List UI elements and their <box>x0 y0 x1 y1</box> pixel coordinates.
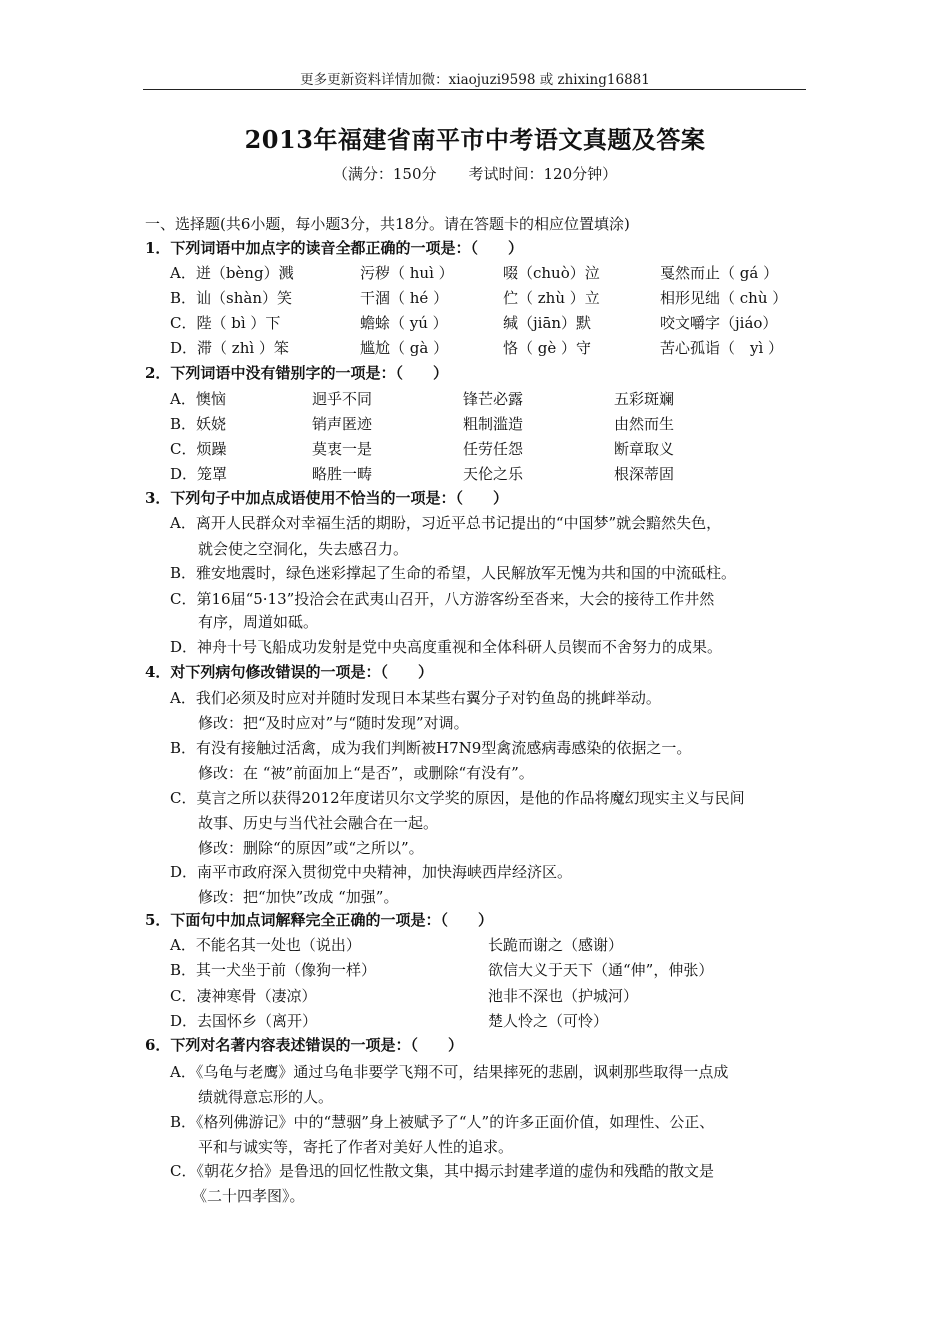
option-a-1: A．懊恼 <box>170 390 226 408</box>
option-c-2: 莫衷一是 <box>312 440 373 458</box>
question-3-option-d: D．神舟十号飞船成功发射是党中央高度重视和全体科研人员锲而不舍努力的成果。 <box>170 638 723 656</box>
option-c-3: 任劳任怨 <box>463 440 524 458</box>
question-6-option-b: B．《格列佛游记》中的“慧骃”身上被赋予了“人”的许多正面价值，如理性、公正、 <box>170 1113 715 1131</box>
question-4-option-d: D．南平市政府深入贯彻党中央精神，加快海峡西岸经济区。 <box>170 863 573 881</box>
option-a-3: 啜（chuò）泣 <box>503 264 600 282</box>
question-5-option-c-2: 池非不深也（护城河） <box>488 987 639 1005</box>
exam-info <box>0 163 950 184</box>
question-3-option-a-cont: 就会使之空洞化，失去感召力。 <box>198 540 409 558</box>
question-3-option-c-cont: 有序，周道如砥。 <box>198 613 319 631</box>
question-1-stem: 1．下列词语中加点字的读音全都正确的一项是：（ ） <box>145 239 523 257</box>
question-5-option-d-2: 楚人怜之（可怜） <box>488 1012 609 1030</box>
question-3-stem: 3．下列句子中加点成语使用不恰当的一项是：（ ） <box>145 489 508 507</box>
option-b-2: 干涸（ hé ） <box>360 289 449 307</box>
option-c-1: C．烦躁 <box>170 440 227 458</box>
question-5-option-b-1: B．其一犬坐于前（像狗一样） <box>170 961 377 979</box>
page-title: 2013年福建省南平市中考语文真题及答案 <box>244 125 706 154</box>
question-5-option-a-2: 长跪而谢之（感谢） <box>488 936 624 954</box>
question-4-option-b-fix: 修改：在 “被”前面加上“是否”，或删除“有没有”。 <box>198 764 534 782</box>
option-c-1: C．陛（ bì ）下 <box>170 314 281 332</box>
question-4-option-c: C．莫言之所以获得2012年度诺贝尔文学奖的原因，是他的作品将魔幻现实主义与民间 <box>170 789 745 807</box>
question-4-option-a-fix: 修改：把“及时应对”与“随时发现”对调。 <box>198 714 469 732</box>
question-5-option-c-1: C．凄神寒骨（凄凉） <box>170 987 317 1005</box>
question-6-stem: 6．下列对名著内容表述错误的一项是：（ ） <box>145 1036 463 1054</box>
option-c-3: 缄（jiān）默 <box>503 314 592 332</box>
option-d-3: 天伦之乐 <box>463 465 524 483</box>
option-d-2: 尴尬（ gà ） <box>360 339 449 357</box>
question-6-option-c: C．《朝花夕拾》是鲁迅的回忆性散文集，其中揭示封建孝道的虚伪和残酷的散文是 <box>170 1162 714 1180</box>
option-d-1: D．滞（ zhì ）笨 <box>170 339 289 357</box>
question-5-option-a-1: A．不能名其一处也（说出） <box>170 936 361 954</box>
option-c-4: 咬文嚼字（jiáo） <box>660 314 778 332</box>
option-c-2: 蟾蜍（ yú ） <box>360 314 448 332</box>
option-c-4: 断章取义 <box>614 440 675 458</box>
option-d-4: 苦心孤诣（ yì ） <box>660 339 784 357</box>
option-a-4: 五彩斑斓 <box>614 390 675 408</box>
option-b-3: 伫（ zhù ）立 <box>503 289 600 307</box>
question-6-option-a: A．《乌龟与老鹰》通过乌龟非要学飞翔不可，结果摔死的悲剧，讽刺那些取得一点成 <box>170 1063 729 1081</box>
question-4-option-d-fix: 修改：把“加快”改成 “加强”。 <box>198 888 399 906</box>
section-heading: 一、选择题(共6小题，每小题3分，共18分。请在答题卡的相应位置填涂) <box>145 215 630 233</box>
question-4-option-c-cont: 故事、历史与当代社会融合在一起。 <box>198 814 439 832</box>
question-6-option-b-cont: 平和与诚实等，寄托了作者对美好人性的追求。 <box>198 1138 514 1156</box>
question-5-option-d-1: D．去国怀乡（离开） <box>170 1012 318 1030</box>
question-4-option-a: A．我们必须及时应对并随时发现日本某些右翼分子对钓鱼岛的挑衅举动。 <box>170 689 661 707</box>
question-6-option-a-cont: 绩就得意忘形的人。 <box>198 1088 334 1106</box>
option-d-4: 根深蒂固 <box>614 465 675 483</box>
option-a-2: 污秽（ huì ） <box>360 264 454 282</box>
question-2-stem: 2．下列词语中没有错别字的一项是：（ ） <box>145 364 448 382</box>
exam-time: 考试时间：120分钟） <box>468 165 618 183</box>
option-a-1: A．迸（bèng）溅 <box>170 264 294 282</box>
question-3-option-c: C．第16届“5·13”投洽会在武夷山召开，八方游客纷至沓来，大会的接待工作井然 <box>170 590 715 608</box>
question-4-option-b: B．有没有接触过活禽，成为我们判断被H7N9型禽流感病毒感染的依据之一。 <box>170 739 692 757</box>
option-b-1: B．妖娆 <box>170 415 227 433</box>
option-a-2: 迥乎不同 <box>312 390 373 408</box>
question-5-stem: 5．下面句中加点词解释完全正确的一项是：（ ） <box>145 911 493 929</box>
option-d-3: 恪（ gè ）守 <box>503 339 592 357</box>
option-d-2: 略胜一畴 <box>312 465 373 483</box>
full-score: （满分：150分 <box>332 165 437 183</box>
header-note: 更多更新资料详情加微：xiaojuzi9598 或 zhixing16881 <box>300 72 650 88</box>
question-3-option-b: B．雅安地震时，绿色迷彩撑起了生命的希望，人民解放军无愧为共和国的中流砥柱。 <box>170 564 737 582</box>
option-a-3: 锋芒必露 <box>463 390 524 408</box>
question-6-option-c-cont: 《二十四孝图》。 <box>192 1187 305 1205</box>
header-rule <box>143 89 806 90</box>
option-b-2: 销声匿迹 <box>312 415 373 433</box>
question-4-option-c-fix: 修改：删除“的原因”或“之所以”。 <box>198 839 424 857</box>
option-a-4: 戛然而止（ gá ） <box>660 264 779 282</box>
question-5-option-b-2: 欲信大义于天下（通“伸”，伸张） <box>488 961 714 979</box>
option-b-3: 粗制滥造 <box>463 415 524 433</box>
option-b-1: B．讪（shàn）笑 <box>170 289 292 307</box>
question-3-option-a: A．离开人民群众对幸福生活的期盼，习近平总书记提出的“中国梦”就会黯然失色， <box>170 514 722 532</box>
question-4-stem: 4．对下列病句修改错误的一项是：（ ） <box>145 663 433 681</box>
option-b-4: 相形见绌（ chù ） <box>660 289 788 307</box>
option-d-1: D．笼罩 <box>170 465 228 483</box>
option-b-4: 由然而生 <box>614 415 675 433</box>
